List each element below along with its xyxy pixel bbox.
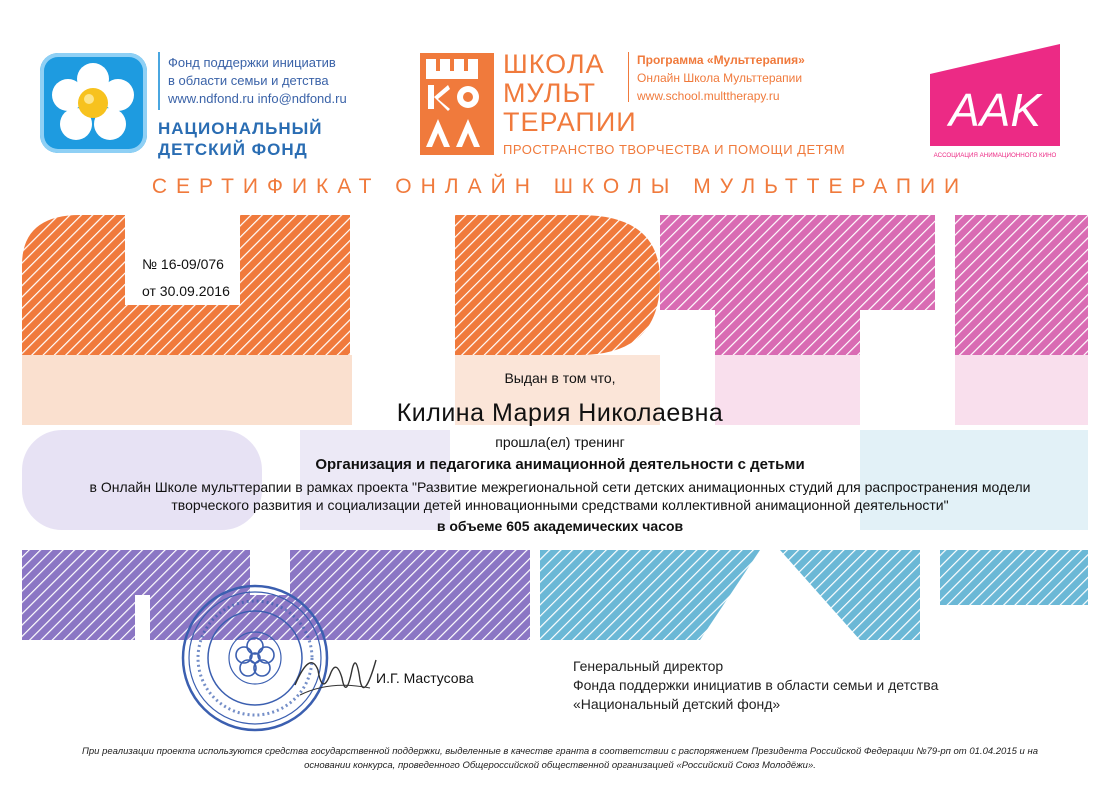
footer-line-2: основании конкурса, проведенного Общероссийской общественной организацией «Российский Союз Молодёжи». <box>304 760 816 771</box>
flower-icon <box>40 53 147 153</box>
certificate-date: от 30.09.2016 <box>142 283 230 299</box>
school-title-line-2: МУЛЬТ <box>503 78 596 108</box>
director-fund: «Национальный детский фонд» <box>573 696 781 712</box>
ndf-name-line-1: НАЦИОНАЛЬНЫЙ <box>158 119 323 138</box>
director-title: Генеральный директор <box>573 658 724 674</box>
aak-caption: АССОЦИАЦИЯ АНИМАЦИОННОГО КИНО <box>933 152 1057 159</box>
certificate-meta <box>142 251 230 305</box>
course-volume: в объеме 605 академических часов <box>436 518 684 534</box>
ndf-logo <box>40 53 147 153</box>
passed-text: прошла(ел) тренинг <box>495 434 625 450</box>
program-url: www.school.multtherapy.ru <box>637 89 780 103</box>
certificate-heading: СЕРТИФИКАТ ОНЛАЙН ШКОЛЫ МУЛЬТТЕРАПИИ <box>151 175 969 198</box>
footer-note <box>40 745 1080 773</box>
ndf-line-3: www.ndfond.ru info@ndfond.ru <box>168 91 347 106</box>
aak-logo <box>928 44 1062 160</box>
certificate-number: № 16-09/076 <box>142 256 224 272</box>
signer-name: И.Г. Мастусова <box>376 670 474 686</box>
issued-text: Выдан в том что, <box>504 370 616 386</box>
program-info <box>637 51 877 105</box>
ndf-name <box>158 118 358 160</box>
school-title-line-3: ТЕРАПИИ <box>503 107 637 137</box>
school-slogan: ПРОСТРАНСТВО ТВОРЧЕСТВА И ПОМОЩИ ДЕТЯМ <box>503 142 846 157</box>
recipient-name: Килина Мария Николаевна <box>396 399 724 427</box>
school-divider <box>628 52 629 102</box>
course-description <box>40 478 1080 514</box>
school-title <box>503 50 643 137</box>
aak-mark: AAK <box>948 84 1042 136</box>
program-title: Программа «Мульттерапия» <box>637 53 805 67</box>
director-block <box>573 657 993 714</box>
description-line-2: творческого развития и социализации детей инновационными средствами коллективной анимационной деятельности" <box>171 497 949 513</box>
ndf-divider <box>158 52 160 110</box>
director-org: Фонда поддержки инициатив в области семьи и детства <box>573 677 939 693</box>
ndf-line-1: Фонд поддержки инициатив <box>168 55 336 70</box>
description-line-1: в Онлайн Школе мульттерапии в рамках проекта "Развитие межрегиональной сети детских анимационных студий для распространения модели <box>89 479 1031 495</box>
school-title-line-1: ШКОЛА <box>503 49 605 79</box>
program-subtitle: Онлайн Школа Мульттерапии <box>637 71 803 85</box>
school-logo-icon <box>420 53 494 155</box>
ndf-contact <box>168 54 428 108</box>
signature <box>290 640 380 710</box>
school-logo <box>420 53 494 155</box>
ndf-line-2: в области семьи и детства <box>168 73 329 88</box>
course-title: Организация и педагогика анимационной деятельности с детьми <box>315 456 805 473</box>
footer-line-1: При реализации проекта используются средства государственной поддержки, выделенные в качестве гранта в соответствии с распоряжением Президента Российской Федерации №79-рп от 01.04.2015 и на <box>82 746 1038 757</box>
ndf-name-line-2: ДЕТСКИЙ ФОНД <box>158 140 308 159</box>
